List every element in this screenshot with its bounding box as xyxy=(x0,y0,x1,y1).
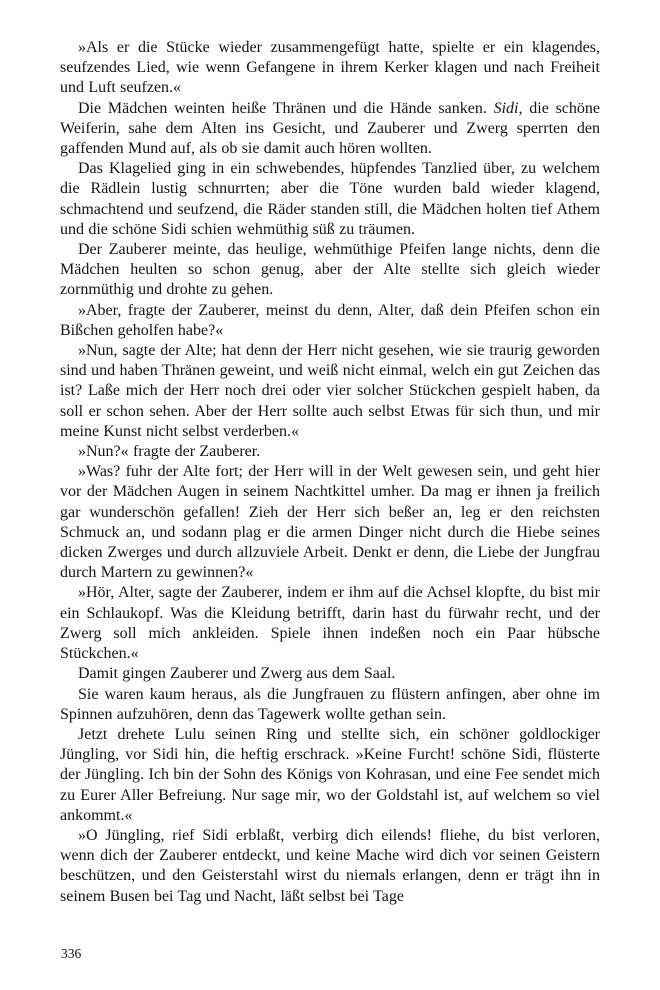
text-run: Der Zauberer meinte, das heulige, wehmüthige Pfeifen lange nichts, denn die Mädchen heulten so schon genug, aber der Alte stellte sich gleich wieder zornmüthig und drohte zu gehen. xyxy=(60,241,600,299)
text-run: »O Jüngling, rief Sidi erblaßt, verbirg dich eilends! fliehe, du bist verloren, wenn dich der Zauberer entdeckt, und keine Mache wird dich vor seinen Geistern beschützen, und den Geisterstahl wirst du niemals erlangen, denn er trägt ihn in seinem Busen bei Tag und Nacht, läßt selbst bei Tage xyxy=(60,826,600,905)
text-run: Die Mädchen weinten heiße Thränen und die Hände sanken. xyxy=(78,99,494,117)
paragraph xyxy=(60,159,600,240)
paragraph xyxy=(60,301,600,341)
paragraph xyxy=(60,664,600,684)
text-block xyxy=(60,38,600,907)
paragraph xyxy=(60,826,600,907)
text-run: »Aber, fragte der Zauberer, meinst du denn, Alter, daß dein Pfeifen schon ein Bißchen geholfen habe?« xyxy=(60,301,600,339)
paragraph xyxy=(60,99,600,160)
text-run: Jetzt drehete Lulu seinen Ring und stellte sich, ein schöner goldlockiger Jüngling, vor Sidi hin, die heftig erschrack. »Keine Furcht! schöne Sidi, flüsterte der Jüngling. Ich bin der Sohn des Königs von Kohrasan, und eine Fee sendet mich zu Eurer Aller Befreiung. Nur sage mir, wo der Goldstahl ist, auf welchem so viel ankommt.« xyxy=(60,725,600,824)
text-run: Damit gingen Zauberer und Zwerg aus dem Saal. xyxy=(78,665,396,683)
paragraph xyxy=(60,240,600,301)
text-run: »Nun, sagte der Alte; hat denn der Herr nicht gesehen, wie sie traurig geworden sind und haben Thränen geweint, und weiß nicht einmal, welch ein gut Zeichen das ist? Laße mich der Herr noch drei oder vier solcher Stückchen gespielt haben, da soll er schon sehen. Aber der Herr sollte auch selbst Etwas für sich thun, und mir meine Kunst nicht selbst verderben.« xyxy=(60,342,600,440)
paragraph xyxy=(60,725,600,826)
text-run: »Hör, Alter, sagte der Zauberer, indem er ihm auf die Achsel klopfte, du bist mir ein Schlaukopf. Was die Kleidung betrifft, darin hast du fürwahr recht, und der Zwerg soll mich ankleiden. Spiele ihnen indeßen noch ein Paar hübsche Stückchen.« xyxy=(60,584,600,663)
italic-text-run: Sidi, xyxy=(493,99,523,117)
text-run: »Was? fuhr der Alte fort; der Herr will in der Welt gewesen sein, und geht hier vor der Mädchen Augen in seinem Nachtkittel umher. Da mag er ihnen ja freilich gar wunderschön gefallen! Zieh der Herr sich beßer an, leg er den reichsten Schmuck an, und sodann plag er die armen Dinger nicht durch die Hiebe seines dicken Zwerges und durch allzuviele Arbeit. Denkt er denn, die Liebe der Jungfrau durch Martern zu gewinnen?« xyxy=(60,463,600,582)
page-number: 336 xyxy=(61,946,82,961)
paragraph xyxy=(60,341,600,442)
paragraph xyxy=(60,38,600,99)
paragraph xyxy=(60,685,600,725)
text-run: »Nun?« fragte der Zauberer. xyxy=(78,443,261,461)
text-run: »Als er die Stücke wieder zusammengefügt hatte, spielte er ein klagendes, seufzendes Lied, wie wenn Gefangene in ihrem Kerker klagen und nach Freiheit und Luft seufzen.« xyxy=(60,39,600,97)
text-run: die schöne Weiferin, sahe dem Alten ins Gesicht, und Zauberer und Zwerg sperrten den gaffenden Mund auf, als ob sie damit auch hören wollten. xyxy=(60,99,600,158)
paragraph xyxy=(60,462,600,583)
paragraph xyxy=(60,583,600,664)
text-run: Das Klagelied ging in ein schwebendes, hüpfendes Tanzlied über, zu welchem die Rädlein lustig schnurrten; aber die Töne wurden bald wieder klagend, schmachtend und seufzend, die Räder standen still, die Mädchen holten tief Athem und die schöne Sidi schien wehmüthig süß zu träumen. xyxy=(60,160,600,238)
text-run: Sie waren kaum heraus, als die Jungfrauen zu flüstern anfingen, aber ohne im Spinnen aufzuhören, denn das Tagewerk wollte gethan sein. xyxy=(60,685,600,723)
paragraph xyxy=(60,442,600,462)
